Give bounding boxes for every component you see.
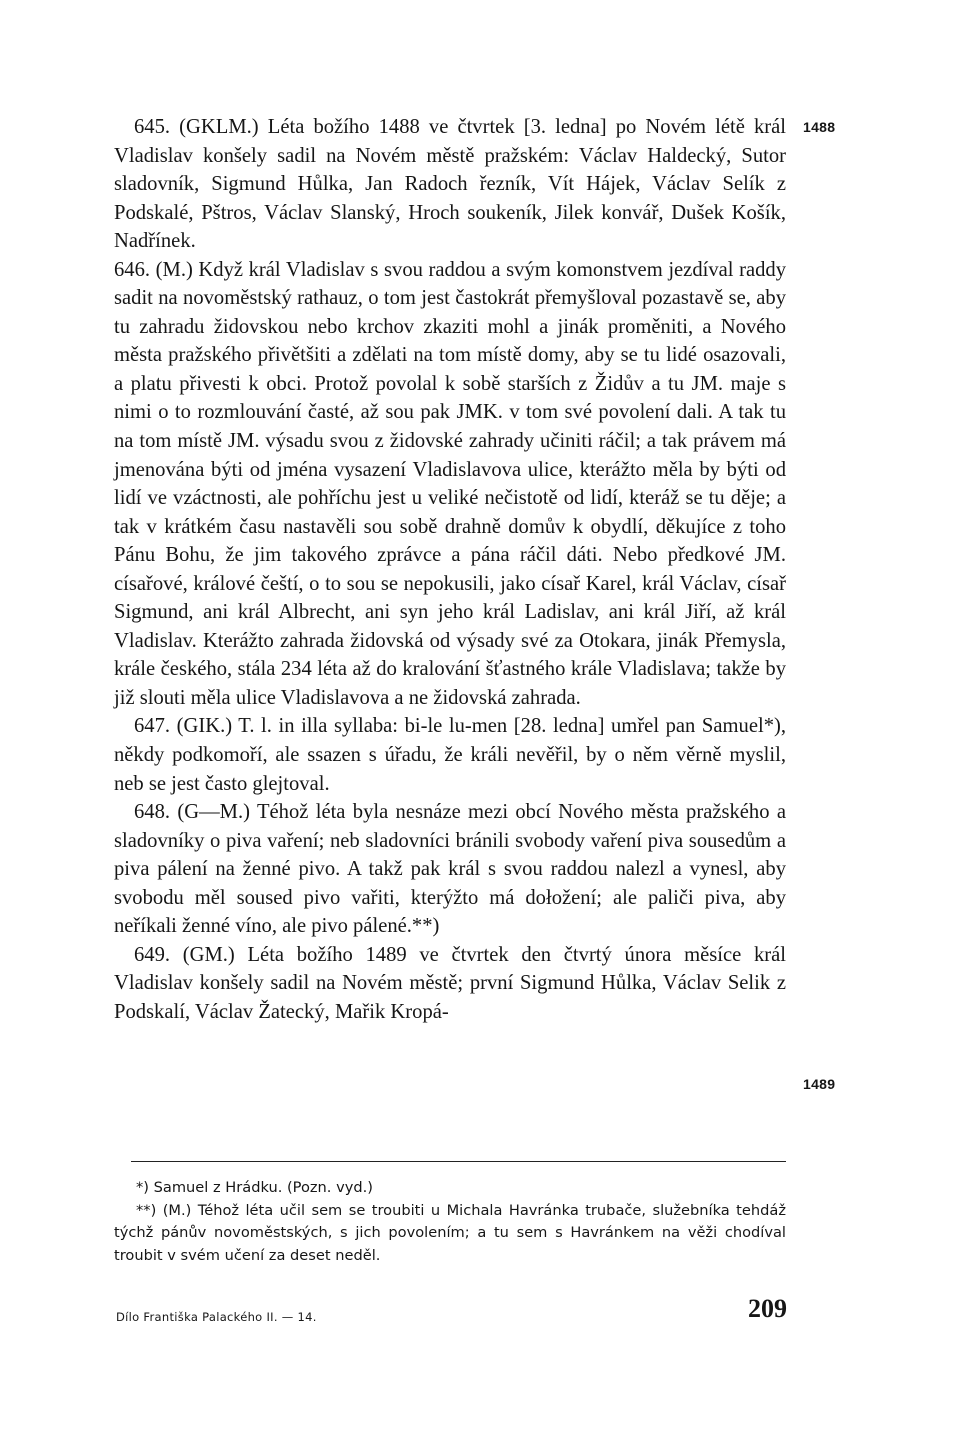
entry-647: 647. (GIK.) T. l. in illa syllaba: bi-le lu-men [28. ledna] umřel pan Samuel*), někdy podkomoří, ale ssazen s úřadu, že králi nevěřil, by o něm věrně myslil, neb se jest často glejtoval. — [114, 715, 786, 795]
margin-year-1489: 1489 — [803, 1076, 836, 1092]
entry-648: 648. (G—M.) Téhož léta byla nesnáze mezi obcí Nového města pražského a sladovníky o piva vaření; neb sladovníci bránili svobody vaření piva sousedům a piva pálení na ženné pivo. A takž pak král s svou raddou nalezl a vynesl, aby svobodu měl soused pivo vařiti, kterýžto má dołožení; ale paliči piva, aby neříkali ženné víno, ale pivo pálené.**) — [114, 801, 786, 938]
footnote-2: **) (M.) Téhož léta učil sem se troubiti u Michala Havránka trubače, služebníka tehdáž týchž pánův novoměstských, s jich povolením; a tu sem s Havránkem na věži chodíval troubit v svém učení za deset neděl. — [114, 1201, 786, 1264]
margin-year-1488: 1488 — [803, 119, 836, 135]
entry-646: 646. (M.) Když král Vladislav s svou raddou a svým komonstvem jezdíval raddy sadit na novoměstský rathauz, o tom jest častokrát přemyšloval pozastavě se, aby tu zahradu židovskou nebo krchov zkaziti mohl a jinák proměniti, a Nového města pražského přivětšiti a zdělati na tom místě domy, aby se tu lidé osazovali, a platu přivesti k obci. Protož povolal k sobě starších z Židův a tu JM. maje s nimi o to rozmlouvání časté, až sou pak JMK. v tom své povolení dali. A tak tu na tom místě JM. výsadu svou z židovské zahrady učiniti ráčil; a tak právem má jmenována býti od jména vysazení Vladislavova ulice, kterážto měla by býti od lidí ve vzáctnosti, ale pohříchu jest u veliké nečistotě od lidí, kteráž se tu děje; a tak v krátkém času nastavěli sou sobě drahně domův k obydlí, děkujíce z toho Pánu Bohu, že jim takového zprávce a pána ráčil dáti. Nebo předkové JM. císařové, králové čeští, o to sou se nepokusili, jako císař Karel, král Václav, císař Sigmund, ani král Albrecht, ani syn jeho král Ladislav, ani král Jiří, až král Vladislav. Kterážto zahrada židovská od výsady své za Otokara, jinák Přemysla, krále českého, stála 234 léta až do kralování šťastného krále Vladislava; takže by již slouti měla ulice Vladislavova a ne židovská zahrada. — [114, 258, 786, 709]
entry-645: 645. (GKLM.) Léta božího 1488 ve čtvrtek [3. ledna] po Novém létě král Vladislav konšely sadil na Novém městě pražském: Václav Haldecký, Sutor sladovník, Sigmund Hůlka, Jan Radoch řezník, Vít Hájek, Václav Selík z Podskalé, Pštros, Václav Slanský, Hroch soukeník, Jilek konvář, Dušek Košík, Nadřínek. — [114, 116, 786, 253]
footnotes — [114, 1177, 786, 1267]
footnote-1: *) Samuel z Hrádku. (Pozn. vyd.) — [136, 1179, 373, 1196]
footnote-rule — [131, 1161, 786, 1162]
main-text — [114, 113, 786, 1027]
page-number: 209 — [748, 1294, 787, 1323]
entry-649: 649. (GM.) Léta božího 1489 ve čtvrtek den čtvrtý února měsíce král Vladislav konšely sadil na Novém městě; první Sigmund Hůlka, Václav Selik z Podskalí, Václav Žatecký, Mařik Kropá- — [114, 943, 786, 1023]
footer-source: Dílo Františka Palackého II. — 14. — [116, 1310, 317, 1324]
